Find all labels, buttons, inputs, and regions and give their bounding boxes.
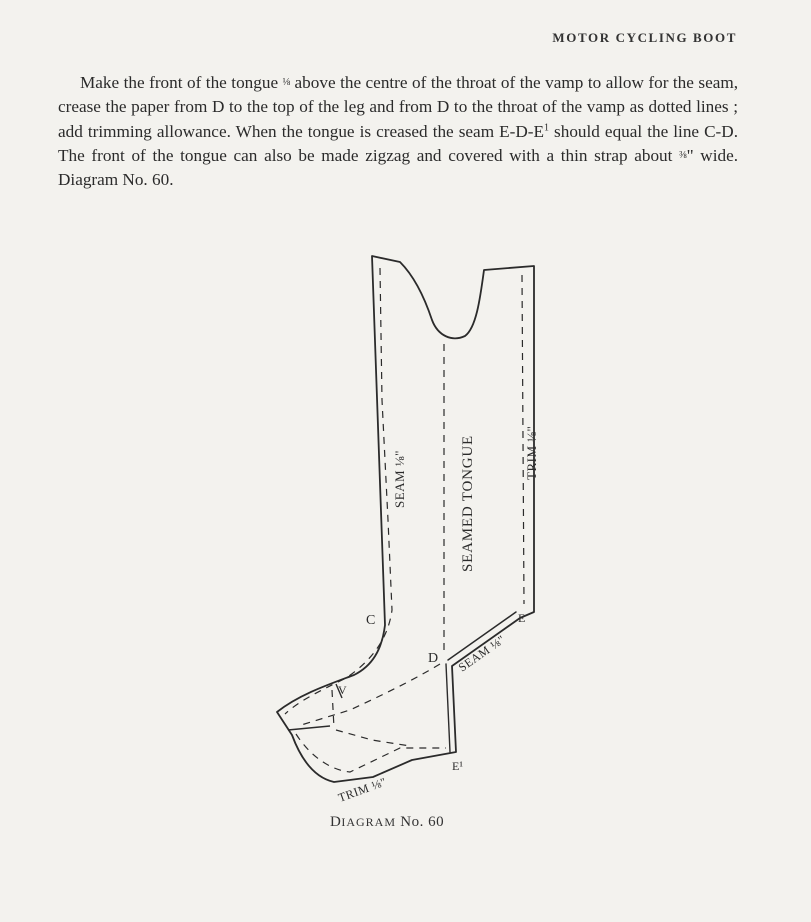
point-d: D	[428, 651, 439, 666]
fold-line-vamp	[298, 664, 440, 726]
label-seamed-tongue: SEAMED TONGUE	[460, 435, 476, 572]
label-seam-lower: SEAM ⅛"	[455, 632, 508, 675]
point-c: C	[366, 613, 376, 628]
diagram-caption	[330, 814, 444, 831]
vamp-dash-diagonal	[336, 730, 410, 746]
vamp-dash-vertical	[332, 690, 334, 728]
body-text-1: Make the front of the tongue	[80, 73, 283, 92]
fraction-eighth: ⅛	[282, 77, 291, 88]
body-text-4: " wide. Diagram No. 60.	[58, 145, 738, 190]
label-trim-bottom: TRIM ⅛"	[336, 774, 389, 805]
body-text-2: above the centre of the throat of the vamp to allow for the seam, crease the paper from D to the top of the leg and from D to the throat of the vamp as dotted lines ; add trimming allowance. When the tongue is creased the seam E-D-E	[58, 73, 739, 141]
superscript-one: 1	[543, 121, 549, 133]
body-text-3: should equal the line C-D. The front of the tongue can also be made zigzag and covered with a thin strap about	[58, 121, 738, 165]
tongue-edge-inner	[446, 664, 450, 752]
caption-small-caps: IAGRAM	[341, 815, 397, 829]
fraction-three-eighths: ⅜	[679, 149, 687, 161]
label-trim-right: TRIM ⅛"	[524, 425, 539, 480]
point-e: E	[518, 611, 526, 625]
point-e1: E¹	[452, 759, 463, 773]
vamp-solid-segment	[288, 726, 330, 730]
label-seam-left: SEAM ⅛"	[392, 450, 407, 508]
vamp-dash-lower	[296, 734, 446, 772]
caption-number: No. 60	[396, 814, 445, 830]
pattern-outline	[277, 256, 534, 782]
point-v: V	[338, 683, 347, 697]
caption-prefix: D	[330, 814, 342, 830]
seam-allowance-left	[285, 268, 392, 714]
running-head: MOTOR CYCLING BOOT	[552, 30, 737, 45]
